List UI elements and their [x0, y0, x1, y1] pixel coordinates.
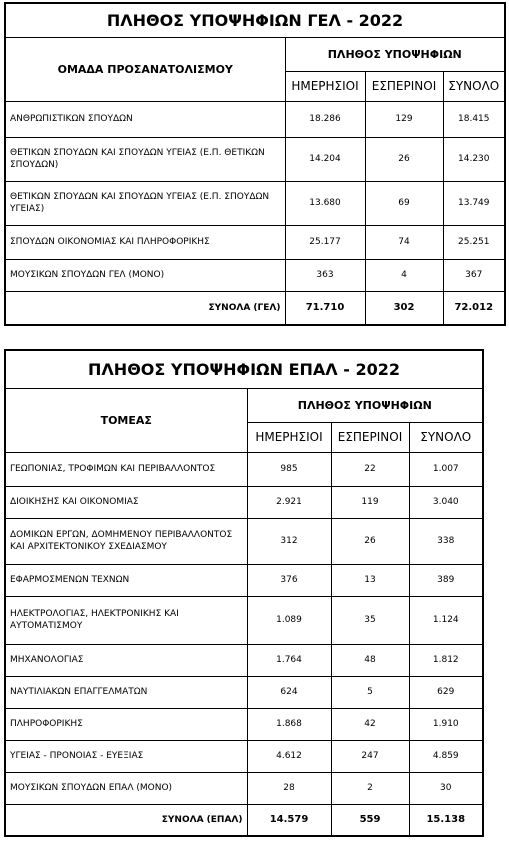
- table-row: [5, 708, 483, 740]
- totals-label: ΣΥΝΟΛΑ (ΕΠΑΛ): [5, 804, 247, 836]
- row-name: ΗΛΕΚΤΡΟΛΟΓΙΑΣ, ΗΛΕΚΤΡΟΝΙΚΗΣ ΚΑΙ ΑΥΤΟΜΑΤΙΣΜΟΥ: [5, 596, 247, 644]
- totals-row: [5, 291, 505, 325]
- table-row: [5, 137, 505, 181]
- epal-candidates-table: [4, 349, 484, 837]
- row-day: 4.612: [247, 740, 331, 772]
- row-total: 13.749: [443, 181, 505, 225]
- gel-count-header: ΠΛΗΘΟΣ ΥΠΟΨΗΦΙΩΝ: [285, 37, 505, 71]
- row-name: ΜΗΧΑΝΟΛΟΓΙΑΣ: [5, 644, 247, 676]
- row-day: 312: [247, 518, 331, 564]
- epal-group-header: ΤΟΜΕΑΣ: [5, 388, 247, 452]
- row-total: 389: [409, 564, 483, 596]
- gel-col-evening: ΕΣΠΕΡΙΝΟΙ: [365, 71, 443, 101]
- row-evening: 4: [365, 259, 443, 291]
- table-row: [5, 518, 483, 564]
- table-row: [5, 596, 483, 644]
- epal-count-header: ΠΛΗΘΟΣ ΥΠΟΨΗΦΙΩΝ: [247, 388, 483, 422]
- row-total: 1.812: [409, 644, 483, 676]
- gel-group-header: ΟΜΑΔΑ ΠΡΟΣΑΝΑΤΟΛΙΣΜΟΥ: [5, 37, 285, 101]
- row-total: 14.230: [443, 137, 505, 181]
- row-name: ΕΦΑΡΜΟΣΜΕΝΩΝ ΤΕΧΝΩΝ: [5, 564, 247, 596]
- gel-candidates-table: [4, 2, 506, 326]
- row-total: 367: [443, 259, 505, 291]
- row-name: ΣΠΟΥΔΩΝ ΟΙΚΟΝΟΜΙΑΣ ΚΑΙ ΠΛΗΡΟΦΟΡΙΚΗΣ: [5, 225, 285, 259]
- row-evening: 35: [331, 596, 409, 644]
- row-evening: 129: [365, 101, 443, 137]
- row-total: 1.910: [409, 708, 483, 740]
- row-total: 4.859: [409, 740, 483, 772]
- row-name: ΘΕΤΙΚΩΝ ΣΠΟΥΔΩΝ ΚΑΙ ΣΠΟΥΔΩΝ ΥΓΕΙΑΣ (Ε.Π. ΘΕΤΙΚΩΝ ΣΠΟΥΔΩΝ): [5, 137, 285, 181]
- totals-day: 14.579: [247, 804, 331, 836]
- row-name: ΥΓΕΙΑΣ - ΠΡΟΝΟΙΑΣ - ΕΥΕΞΙΑΣ: [5, 740, 247, 772]
- table-row: [5, 181, 505, 225]
- row-evening: 26: [365, 137, 443, 181]
- row-evening: 119: [331, 486, 409, 518]
- table-row: [5, 772, 483, 804]
- row-name: ΜΟΥΣΙΚΩΝ ΣΠΟΥΔΩΝ ΕΠΑΛ (ΜΟΝΟ): [5, 772, 247, 804]
- totals-total: 72.012: [443, 291, 505, 325]
- table-row: [5, 101, 505, 137]
- row-day: 14.204: [285, 137, 365, 181]
- totals-row: [5, 804, 483, 836]
- row-day: 13.680: [285, 181, 365, 225]
- row-day: 985: [247, 452, 331, 486]
- row-evening: 42: [331, 708, 409, 740]
- row-day: 624: [247, 676, 331, 708]
- row-evening: 5: [331, 676, 409, 708]
- table-row: [5, 676, 483, 708]
- table-row: [5, 452, 483, 486]
- row-name: ΜΟΥΣΙΚΩΝ ΣΠΟΥΔΩΝ ΓΕΛ (ΜΟΝΟ): [5, 259, 285, 291]
- table-row: [5, 259, 505, 291]
- row-total: 1.007: [409, 452, 483, 486]
- row-total: 30: [409, 772, 483, 804]
- row-name: ΝΑΥΤΙΛΙΑΚΩΝ ΕΠΑΓΓΕΛΜΑΤΩΝ: [5, 676, 247, 708]
- row-evening: 48: [331, 644, 409, 676]
- row-name: ΔΟΜΙΚΩΝ ΕΡΓΩΝ, ΔΟΜΗΜΕΝΟΥ ΠΕΡΙΒΑΛΛΟΝΤΟΣ ΚΑΙ ΑΡΧΙΤΕΚΤΟΝΙΚΟΥ ΣΧΕΔΙΑΣΜΟΥ: [5, 518, 247, 564]
- row-name: ΠΛΗΡΟΦΟΡΙΚΗΣ: [5, 708, 247, 740]
- gel-table-title: ΠΛΗΘΟΣ ΥΠΟΨΗΦΙΩΝ ΓΕΛ - 2022: [5, 3, 505, 37]
- row-day: 2.921: [247, 486, 331, 518]
- row-total: 3.040: [409, 486, 483, 518]
- row-day: 363: [285, 259, 365, 291]
- row-day: 28: [247, 772, 331, 804]
- row-total: 18.415: [443, 101, 505, 137]
- table-row: [5, 486, 483, 518]
- row-name: ΑΝΘΡΩΠΙΣΤΙΚΩΝ ΣΠΟΥΔΩΝ: [5, 101, 285, 137]
- row-evening: 74: [365, 225, 443, 259]
- gel-col-day: ΗΜΕΡΗΣΙΟΙ: [285, 71, 365, 101]
- epal-col-total: ΣΥΝΟΛΟ: [409, 422, 483, 452]
- row-total: 25.251: [443, 225, 505, 259]
- row-evening: 13: [331, 564, 409, 596]
- totals-evening: 302: [365, 291, 443, 325]
- row-total: 1.124: [409, 596, 483, 644]
- row-day: 25.177: [285, 225, 365, 259]
- table-row: [5, 564, 483, 596]
- epal-col-evening: ΕΣΠΕΡΙΝΟΙ: [331, 422, 409, 452]
- row-day: 1.868: [247, 708, 331, 740]
- gel-col-total: ΣΥΝΟΛΟ: [443, 71, 505, 101]
- epal-table-title: ΠΛΗΘΟΣ ΥΠΟΨΗΦΙΩΝ ΕΠΑΛ - 2022: [5, 350, 483, 388]
- row-evening: 22: [331, 452, 409, 486]
- row-day: 18.286: [285, 101, 365, 137]
- row-total: 338: [409, 518, 483, 564]
- totals-label: ΣΥΝΟΛΑ (ΓΕΛ): [5, 291, 285, 325]
- row-evening: 247: [331, 740, 409, 772]
- table-row: [5, 740, 483, 772]
- epal-col-day: ΗΜΕΡΗΣΙΟΙ: [247, 422, 331, 452]
- row-name: ΓΕΩΠΟΝΙΑΣ, ΤΡΟΦΙΜΩΝ ΚΑΙ ΠΕΡΙΒΑΛΛΟΝΤΟΣ: [5, 452, 247, 486]
- row-total: 629: [409, 676, 483, 708]
- row-name: ΔΙΟΙΚΗΣΗΣ ΚΑΙ ΟΙΚΟΝΟΜΙΑΣ: [5, 486, 247, 518]
- row-evening: 2: [331, 772, 409, 804]
- table-row: [5, 644, 483, 676]
- row-evening: 69: [365, 181, 443, 225]
- row-day: 376: [247, 564, 331, 596]
- row-day: 1.089: [247, 596, 331, 644]
- row-day: 1.764: [247, 644, 331, 676]
- row-name: ΘΕΤΙΚΩΝ ΣΠΟΥΔΩΝ ΚΑΙ ΣΠΟΥΔΩΝ ΥΓΕΙΑΣ (Ε.Π. ΣΠΟΥΔΩΝ ΥΓΕΙΑΣ): [5, 181, 285, 225]
- row-evening: 26: [331, 518, 409, 564]
- totals-evening: 559: [331, 804, 409, 836]
- totals-day: 71.710: [285, 291, 365, 325]
- totals-total: 15.138: [409, 804, 483, 836]
- table-row: [5, 225, 505, 259]
